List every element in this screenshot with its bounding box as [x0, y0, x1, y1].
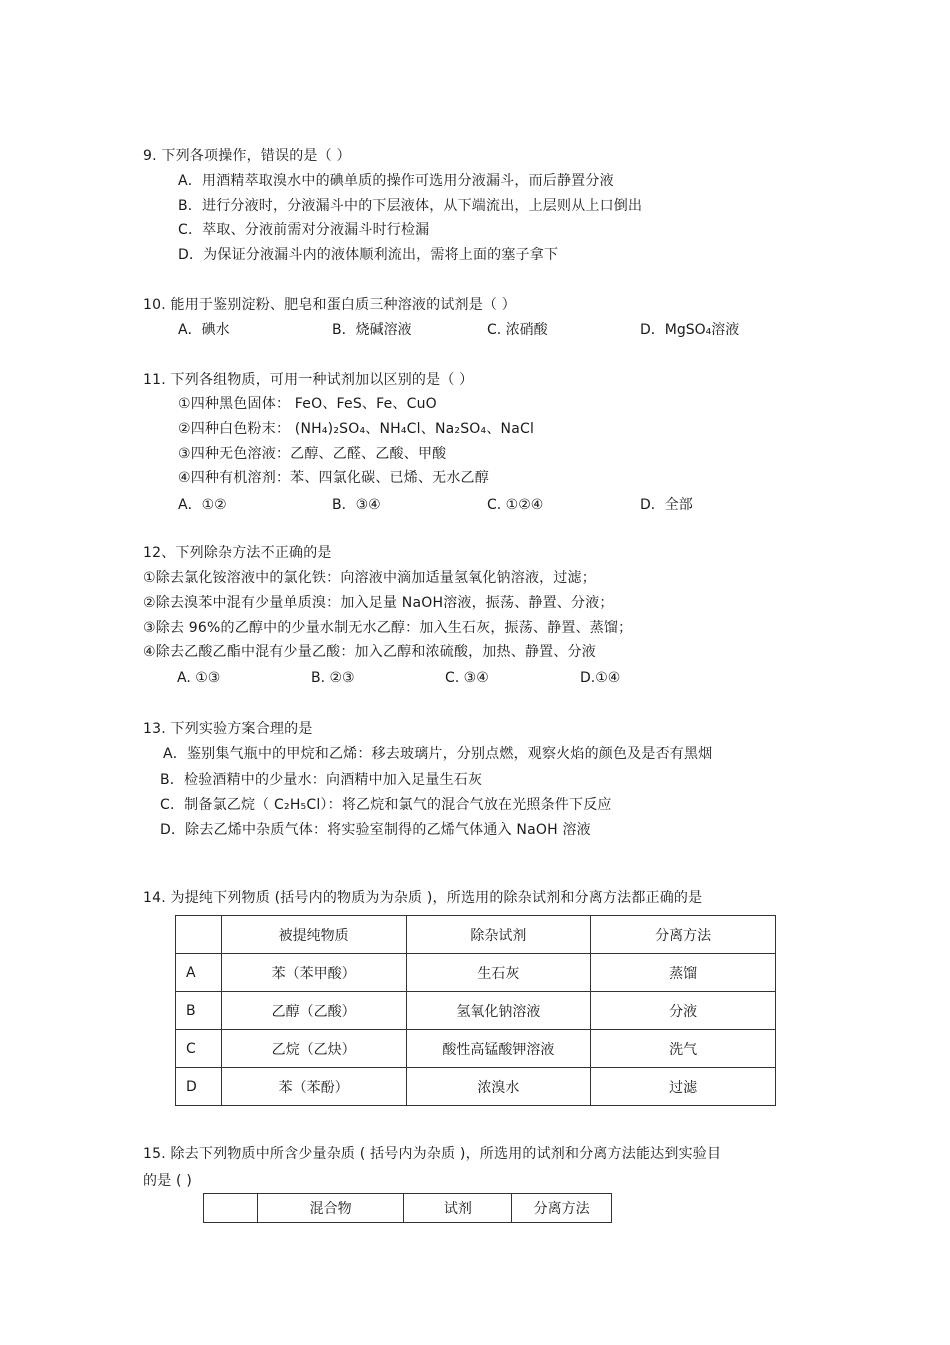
q9-option-c: C．萃取、分液前需对分液漏斗时行检漏	[178, 222, 430, 238]
q13-stem: 13. 下列实验方案合理的是	[143, 721, 313, 737]
table-cell: 酸性高锰酸钾溶液	[406, 1030, 591, 1068]
q13-option-b: B．检验酒精中的少量水：向酒精中加入足量生石灰	[160, 772, 483, 788]
table-header-cell	[204, 1194, 258, 1223]
q11-option-a: A．①②	[178, 497, 227, 513]
q14-table	[175, 915, 776, 1106]
table-header-row	[176, 916, 776, 954]
q9-option-d: D．为保证分液漏斗内的液体顺利流出，需将上面的塞子拿下	[178, 247, 559, 263]
q11-option-d: D．全部	[640, 497, 693, 513]
table-header-cell	[176, 916, 222, 954]
q12-item-1: ①除去氯化铵溶液中的氯化铁：向溶液中滴加适量氢氧化钠溶液，过滤；	[143, 570, 596, 586]
q9-stem: 9. 下列各项操作，错误的是（ ）	[143, 148, 351, 164]
q14-stem: 14. 为提纯下列物质 (括号内的物质为为杂质 )，所选用的除杂试剂和分离方法都正确的是	[143, 890, 703, 906]
q12-option-c: C. ③④	[445, 670, 489, 686]
table-header-cell: 被提纯物质	[221, 916, 406, 954]
q12-item-4: ④除去乙酸乙酯中混有少量乙酸：加入乙醇和浓硫酸，加热、静置、分液	[143, 644, 596, 660]
table-cell: C	[176, 1030, 222, 1068]
q15-stem-line1: 15. 除去下列物质中所含少量杂质 ( 括号内为杂质 )，所选用的试剂和分离方法能达到实验目	[143, 1146, 722, 1162]
table-header-cell: 混合物	[257, 1194, 404, 1223]
q10-option-d: D．MgSO₄溶液	[640, 322, 740, 338]
table-header-cell: 分离方法	[591, 916, 776, 954]
table-cell: 苯（苯酚）	[221, 1068, 406, 1106]
table-cell: D	[176, 1068, 222, 1106]
q11-option-b: B．③④	[332, 497, 381, 513]
table-cell: A	[176, 954, 222, 992]
q11-item-4: ④四种有机溶剂：苯、四氯化碳、已烯、无水乙醇	[178, 470, 489, 486]
table-cell: 分液	[591, 992, 776, 1030]
table-cell: 洗气	[591, 1030, 776, 1068]
table-cell: 苯（苯甲酸）	[221, 954, 406, 992]
table-cell: 乙烷（乙炔）	[221, 1030, 406, 1068]
q11-item-2: ②四种白色粉末： (NH₄)₂SO₄、NH₄Cl、Na₂SO₄、NaCl	[178, 421, 535, 437]
q12-option-d: D.①④	[580, 670, 621, 686]
table-row	[176, 954, 776, 992]
table-header-cell: 试剂	[404, 1194, 512, 1223]
table-cell: B	[176, 992, 222, 1030]
q12-item-2: ②除去溴苯中混有少量单质溴：加入足量 NaOH溶液，振荡、静置、分液；	[143, 595, 614, 611]
q9-option-b: B．进行分液时，分液漏斗中的下层液体，从下端流出，上层则从上口倒出	[178, 198, 643, 214]
table-cell: 浓溴水	[406, 1068, 591, 1106]
table-cell: 乙醇（乙酸）	[221, 992, 406, 1030]
q12-option-a: A. ①③	[177, 670, 221, 686]
table-header-cell: 分离方法	[512, 1194, 612, 1223]
q15-stem-line2: 的是 ( )	[143, 1173, 193, 1189]
table-cell: 过滤	[591, 1068, 776, 1106]
table-row	[176, 1030, 776, 1068]
q10-option-c: C. 浓硝酸	[487, 322, 548, 338]
table-cell: 蒸馏	[591, 954, 776, 992]
q11-stem: 11. 下列各组物质，可用一种试剂加以区别的是（ ）	[143, 372, 474, 388]
q15-table	[203, 1193, 612, 1223]
q13-option-c: C．制备氯乙烷（ C₂H₅Cl）：将乙烷和氯气的混合气放在光照条件下反应	[160, 797, 612, 813]
table-header-cell: 除杂试剂	[406, 916, 591, 954]
q10-stem: 10. 能用于鉴别淀粉、肥皂和蛋白质三种溶液的试剂是（ ）	[143, 297, 516, 313]
table-row	[176, 1068, 776, 1106]
q9-option-a: A．用酒精萃取溴水中的碘单质的操作可选用分液漏斗，而后静置分液	[178, 173, 614, 189]
q12-item-3: ③除去 96%的乙醇中的少量水制无水乙醇：加入生石灰，振荡、静置、蒸馏；	[143, 620, 633, 636]
q13-option-a: A．鉴别集气瓶中的甲烷和乙烯：移去玻璃片，分别点燃，观察火焰的颜色及是否有黑烟	[163, 746, 713, 762]
table-row	[176, 992, 776, 1030]
q12-stem: 12、下列除杂方法不正确的是	[143, 545, 332, 561]
q11-item-3: ③四种无色溶液：乙醇、乙醛、乙酸、甲酸	[178, 446, 447, 462]
q11-option-c: C. ①②④	[487, 497, 544, 513]
table-header-row	[204, 1194, 612, 1223]
q10-option-a: A．碘水	[178, 322, 230, 338]
q10-option-b: B．烧碱溶液	[332, 322, 412, 338]
q13-option-d: D．除去乙烯中杂质气体：将实验室制得的乙烯气体通入 NaOH 溶液	[160, 822, 591, 838]
q11-item-1: ①四种黑色固体： FeO、FeS、Fe、CuO	[178, 396, 437, 412]
table-cell: 氢氧化钠溶液	[406, 992, 591, 1030]
table-cell: 生石灰	[406, 954, 591, 992]
q12-option-b: B. ②③	[311, 670, 355, 686]
